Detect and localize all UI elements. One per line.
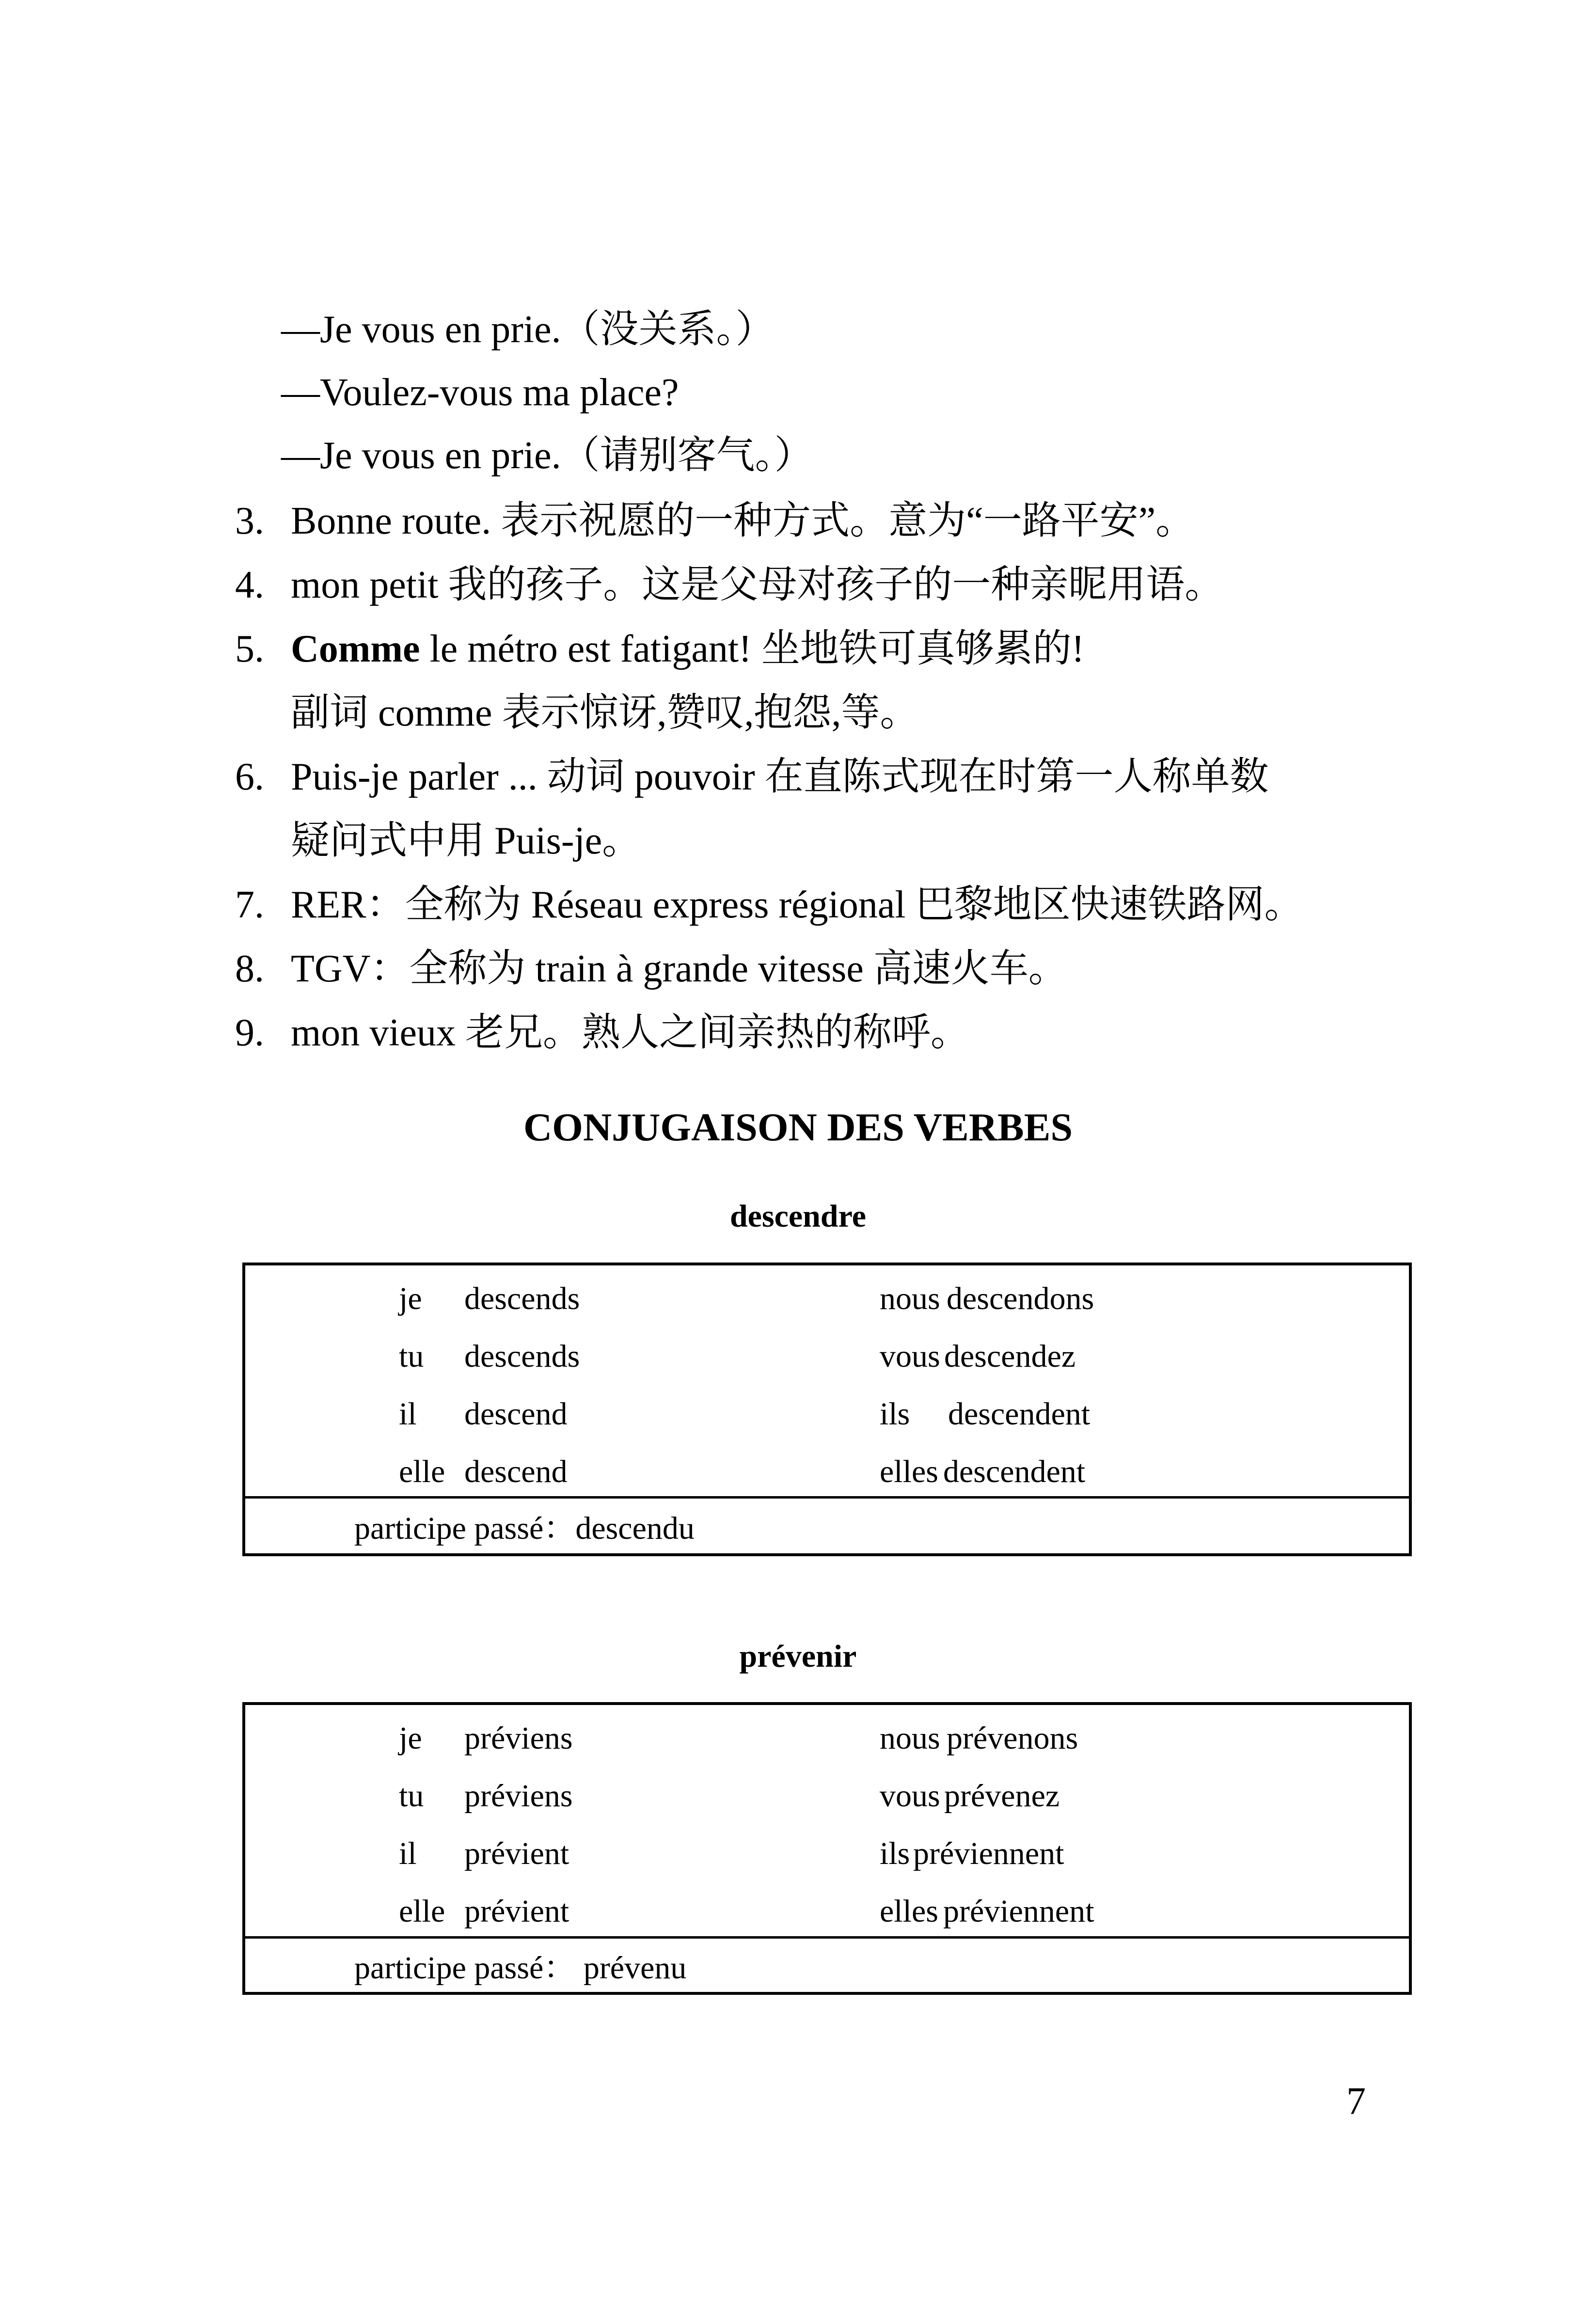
dialogue-chinese: （没关系。）: [561, 308, 774, 351]
past-participle: participe passé： prévenu: [354, 1950, 687, 1986]
note-text: mon vieux 老兄。熟人之间亲热的称呼。: [291, 1011, 969, 1054]
note-text: Bonne route. 表示祝愿的一种方式。意为“一路平安”。: [291, 500, 1195, 542]
pronoun: nous: [880, 1721, 940, 1756]
verb-form: préviens: [464, 1778, 573, 1814]
note-text: 疑问式中用 Puis-je。: [291, 820, 641, 862]
section-heading: CONJUGAISON DES VERBES: [523, 1105, 1073, 1149]
verb-form: prévient: [464, 1894, 569, 1929]
verb-form: préviennent: [943, 1894, 1094, 1929]
pronoun: elle: [399, 1894, 445, 1929]
verb-form: descendons: [947, 1281, 1094, 1316]
conjugation-table-descendre: [242, 1263, 1412, 1556]
pronoun: vous: [880, 1778, 940, 1814]
pronoun: elles: [880, 1894, 938, 1929]
pronoun: nous: [880, 1281, 940, 1316]
dash: —: [281, 308, 320, 351]
verb-form: descends: [464, 1281, 580, 1316]
pronoun: il: [399, 1836, 417, 1871]
pronoun: ils: [880, 1836, 910, 1871]
note-number: 5.: [235, 628, 264, 670]
note-text: mon petit 我的孩子。这是父母对孩子的一种亲昵用语。: [291, 564, 1224, 606]
verb-form: prévenons: [947, 1721, 1078, 1756]
table-divider: [245, 1496, 1409, 1499]
pronoun: vous: [880, 1339, 940, 1374]
pronoun: ils: [880, 1396, 910, 1432]
verb-heading: descendre: [729, 1199, 867, 1234]
past-participle: participe passé：descendu: [354, 1511, 695, 1546]
pronoun: je: [399, 1281, 422, 1316]
verb-form: prévenez: [944, 1778, 1060, 1814]
note-number: 3.: [235, 500, 264, 542]
dialogue-line-3: [281, 436, 813, 475]
note-number: 4.: [235, 564, 264, 606]
dialogue-chinese: （请别客气。）: [561, 434, 813, 477]
dash: —: [281, 434, 320, 477]
verb-form: descend: [464, 1454, 568, 1489]
verb-form: prévient: [464, 1836, 569, 1871]
dialogue-line-2: [281, 373, 679, 412]
table-divider: [245, 1936, 1409, 1939]
note-text: Puis-je parler ... 动词 pouvoir 在直陈式现在时第一人称单数: [291, 756, 1269, 798]
pronoun: il: [399, 1396, 417, 1432]
pronoun: je: [399, 1721, 422, 1756]
note-text: TGV：全称为 train à grande vitesse 高速火车。: [291, 947, 1067, 990]
dialogue-french: Voulez-vous ma place?: [320, 371, 679, 414]
verb-form: descendent: [948, 1396, 1090, 1432]
verb-form: préviennent: [913, 1836, 1064, 1871]
verb-form: descendez: [944, 1339, 1076, 1374]
pronoun: tu: [399, 1339, 424, 1374]
dialogue-line-1: [281, 310, 774, 349]
verb-form: descend: [464, 1396, 568, 1432]
pronoun: tu: [399, 1778, 424, 1814]
conjugation-table-prevenir: [242, 1702, 1412, 1995]
verb-form: descends: [464, 1339, 580, 1374]
note-number: 9.: [235, 1011, 264, 1054]
note-number: 6.: [235, 756, 264, 798]
verb-form: préviens: [464, 1721, 573, 1756]
note-number: 8.: [235, 947, 264, 990]
dash: —: [281, 371, 320, 414]
note-bold-term: Comme: [291, 628, 420, 670]
note-text: RER：全称为 Réseau express régional 巴黎地区快速铁路网。: [291, 884, 1303, 926]
verb-heading: prévenir: [739, 1639, 857, 1674]
note-number: 7.: [235, 884, 264, 926]
note-text: 副词 comme 表示惊讶,赞叹,抱怨,等。: [291, 692, 919, 734]
verb-form: descendent: [943, 1454, 1086, 1489]
note-text: le métro est fatigant! 坐地铁可真够累的!: [420, 628, 1085, 670]
note-text-wrap: [291, 630, 1084, 668]
dialogue-french: Je vous en prie.: [320, 434, 561, 477]
dialogue-french: Je vous en prie.: [320, 308, 561, 351]
pronoun: elles: [880, 1454, 938, 1489]
page-number: 7: [1346, 2080, 1366, 2123]
pronoun: elle: [399, 1454, 445, 1489]
